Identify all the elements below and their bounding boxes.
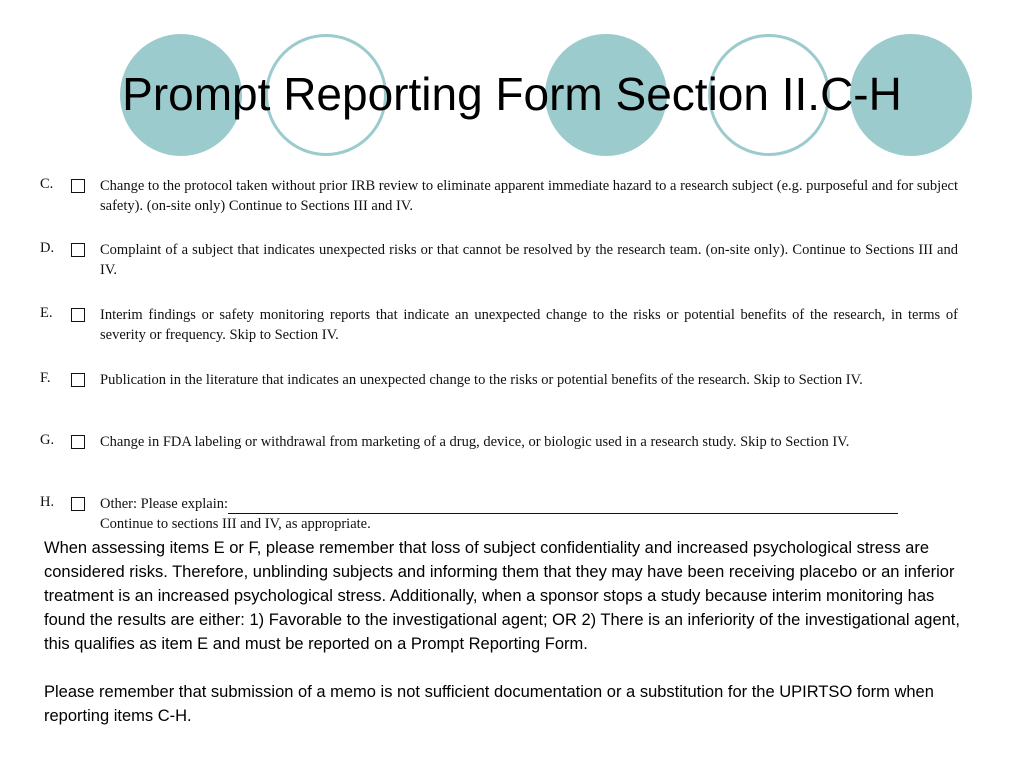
item-letter: C. [40, 176, 54, 192]
item-text: Publication in the literature that indicates an unexpected change to the risks or potential benefits of the research. Skip to Section IV. [100, 372, 863, 388]
item-checkbox[interactable] [71, 373, 85, 387]
explain-input-line[interactable] [228, 499, 898, 514]
item-text: Complaint of a subject that indicates unexpected risks or that cannot be resolved by the research team. (on-site only). Continue to Sections III and IV. [100, 242, 958, 278]
item-letter: F. [40, 370, 51, 386]
item-checkbox[interactable] [71, 179, 85, 193]
item-letter: G. [40, 432, 55, 448]
note-paragraph-1: When assessing items E or F, please remember that loss of subject confidentiality and increased psychological stress are considered risks. Therefore, unblinding subjects and informing them that they may have been receiving placebo or an inferior treatment is an increased psychological stress. Additionally, when a sponsor stops a study because interim monitoring has found the results are either: 1) Favorable to the investigational agent; OR 2) There is an inferiority of the investigational agent, this qualifies as item E and must be reported on a Prompt Reporting Form. [44, 539, 960, 653]
item-text: Interim findings or safety monitoring reports that indicate an unexpected change to the risks or potential benefits of the research, in terms of severity or frequency. Skip to Section IV. [100, 307, 958, 343]
item-text: Change in FDA labeling or withdrawal from marketing of a drug, device, or biologic used in a research study. Skip to Section IV. [100, 434, 850, 450]
item-checkbox[interactable] [71, 308, 85, 322]
item-checkbox[interactable] [71, 497, 85, 511]
slide-title: Prompt Reporting Form Section II.C-H [122, 68, 902, 120]
item-text: Change to the protocol taken without prior IRB review to eliminate apparent immediate hazard to a research subject (e.g. purposeful and for subject safety). (on-site only) Continue to Sections III and IV. [100, 178, 958, 214]
item-letter: D. [40, 240, 55, 256]
note-paragraph-2: Please remember that submission of a memo is not sufficient documentation or a substitution for the UPIRTSO form when reporting items C-H. [44, 683, 934, 725]
item-checkbox[interactable] [71, 435, 85, 449]
item-letter: H. [40, 494, 55, 510]
item-text [100, 494, 958, 534]
item-checkbox[interactable] [71, 243, 85, 257]
notes-section [44, 536, 974, 728]
item-continuation: Continue to sections III and IV, as appropriate. [100, 516, 371, 532]
other-explain-label: Other: Please explain: [100, 496, 229, 512]
item-letter: E. [40, 305, 53, 321]
